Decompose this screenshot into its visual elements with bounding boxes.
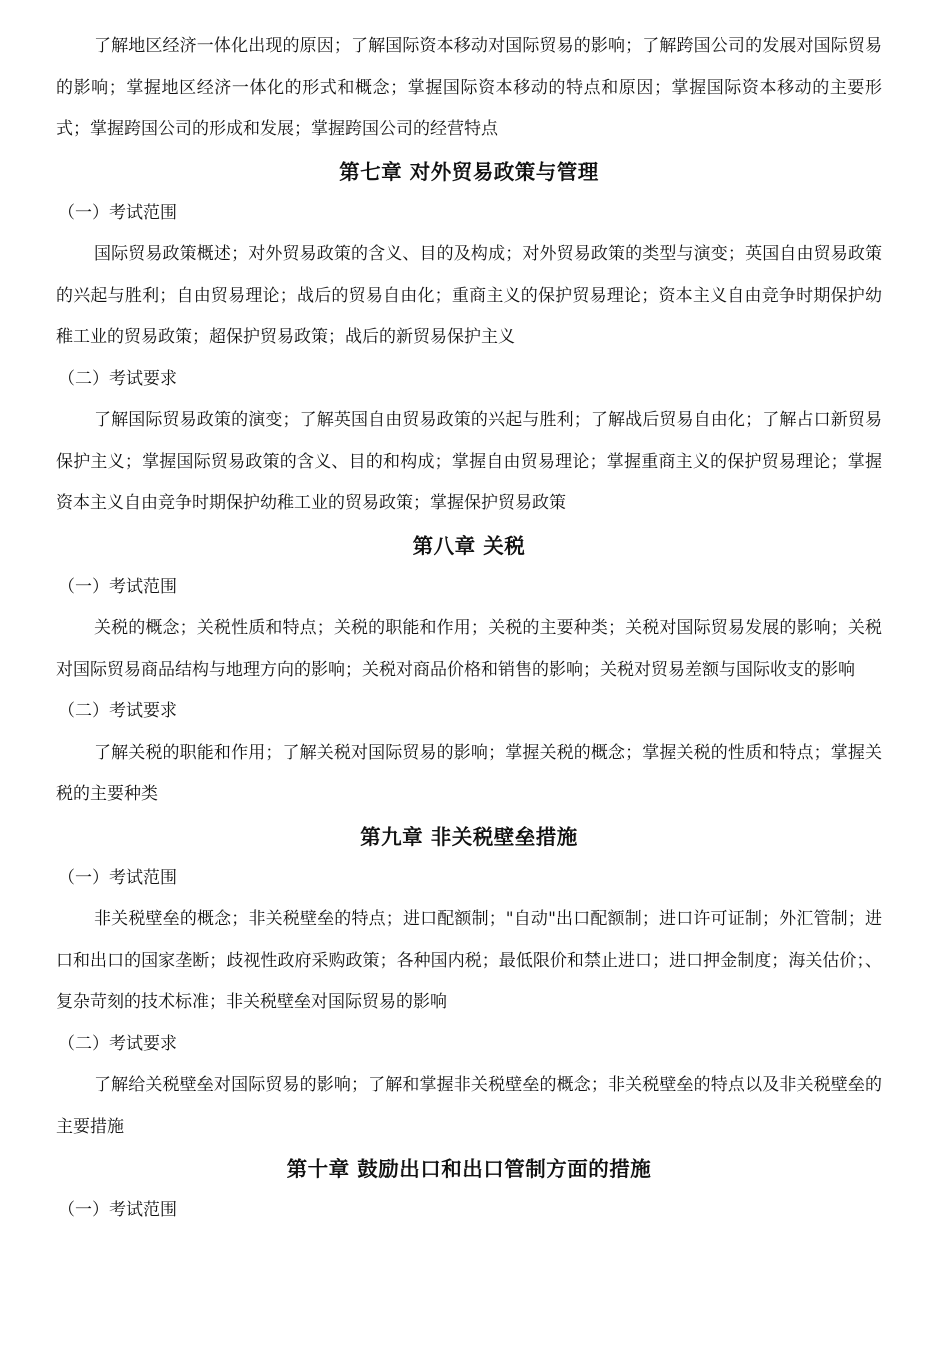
chapter-10-scope-heading: （一）考试范围 [58, 1200, 177, 1220]
chapter-7-scope-heading: （一）考试范围 [58, 202, 177, 223]
chapter-7-title: 第七章 对外贸易政策与管理 [339, 159, 599, 184]
chapter-9-title: 第九章 非关税壁垒措施 [360, 824, 578, 849]
chapter-9-requirements-text: 了解给关税壁垒对国际贸易的影响；了解和掌握非关税壁垒的概念；非关税壁垒的特点以及非关税壁垒的主要措施 [56, 1075, 882, 1137]
chapter-9-scope-heading: （一）考试范围 [58, 867, 177, 888]
chapter-8-requirements-text: 了解关税的职能和作用；了解关税对国际贸易的影响；掌握关税的概念；掌握关税的性质和特点；掌握关税的主要种类 [56, 742, 882, 804]
chapter-9-scope-text: 非关税壁垒的概念；非关税壁垒的特点；进口配额制；"自动"出口配额制；进口许可证制；外汇管制；进口和出口的国家垄断；歧视性政府采购政策；各种国内税；最低限价和禁止进口；进口押金制度；海关估价；、复杂苛刻的技术标准；非关税壁垒对国际贸易的影响 [56, 909, 882, 1012]
chapter-8-scope-text: 关税的概念；关税性质和特点；关税的职能和作用；关税的主要种类；关税对国际贸易发展的影响；关税对国际贸易商品结构与地理方向的影响；关税对商品价格和销售的影响；关税对贸易差额与国际收支的影响 [56, 618, 882, 680]
chapter-8-scope-heading: （一）考试范围 [58, 576, 177, 597]
chapter-8-title: 第八章 关税 [412, 533, 526, 558]
chapter-8-requirements-heading: （二）考试要求 [58, 701, 177, 721]
chapter-10-title: 第十章 鼓励出口和出口管制方面的措施 [286, 1157, 652, 1181]
chapter-7-scope-text: 国际贸易政策概述；对外贸易政策的含义、目的及构成；对外贸易政策的类型与演变；英国自由贸易政策的兴起与胜利；自由贸易理论；战后的贸易自由化；重商主义的保护贸易理论；资本主义自由竞争时期保护幼稚工业的贸易政策；超保护贸易政策；战后的新贸易保护主义 [56, 244, 882, 347]
paragraph-regional-integration-requirements: 了解地区经济一体化出现的原因；了解国际资本移动对国际贸易的影响；了解跨国公司的发展对国际贸易的影响；掌握地区经济一体化的形式和概念；掌握国际资本移动的特点和原因；掌握国际资本移动的主要形式；掌握跨国公司的形成和发展；掌握跨国公司的经营特点 [56, 36, 882, 139]
chapter-7-requirements-heading: （二）考试要求 [58, 368, 177, 389]
chapter-9-requirements-heading: （二）考试要求 [58, 1033, 177, 1054]
document-page [56, 26, 882, 1232]
chapter-7-requirements-text: 了解国际贸易政策的演变；了解英国自由贸易政策的兴起与胜利；了解战后贸易自由化；了解占口新贸易保护主义；掌握国际贸易政策的含义、目的和构成；掌握自由贸易理论；掌握重商主义的保护贸易理论；掌握资本主义自由竞争时期保护幼稚工业的贸易政策；掌握保护贸易政策 [56, 410, 882, 513]
